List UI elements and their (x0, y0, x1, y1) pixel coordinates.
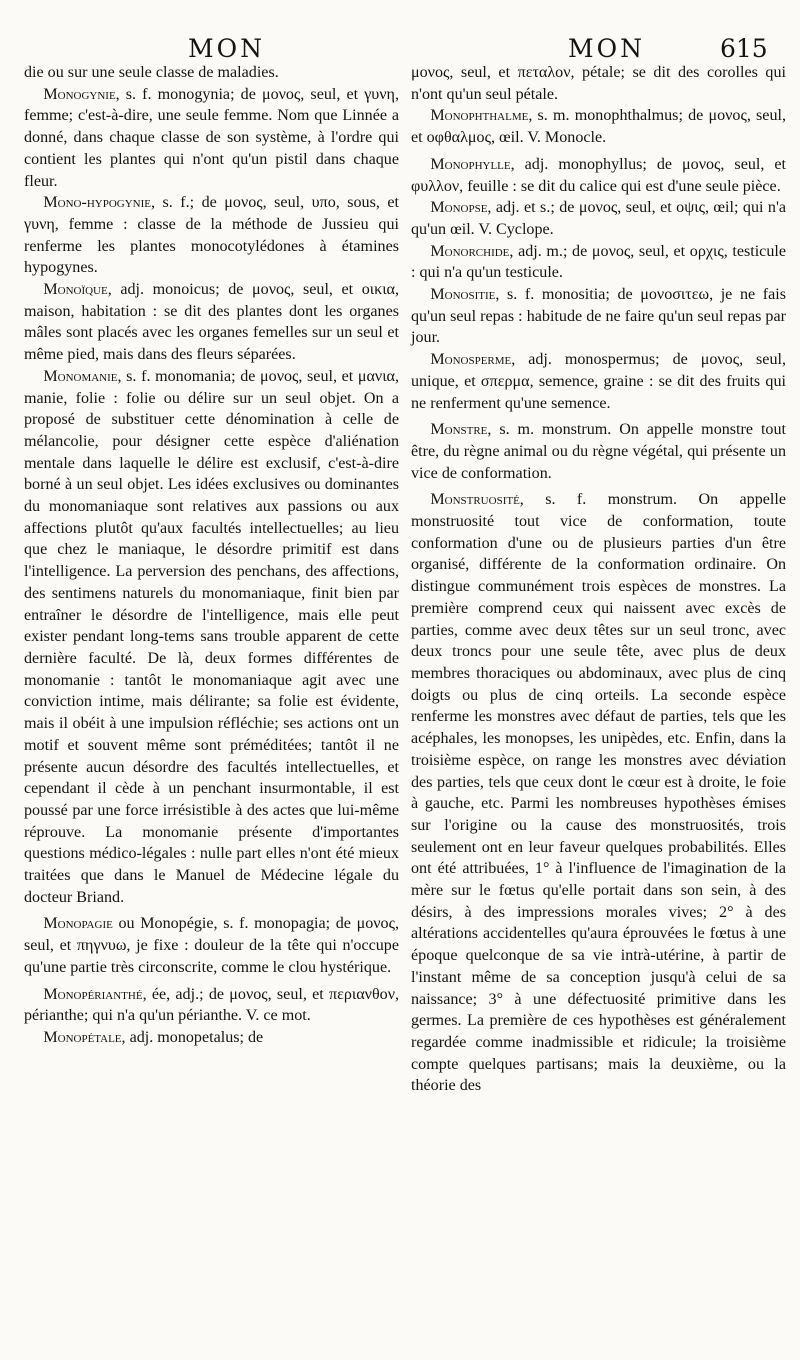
dictionary-entry (24, 192, 399, 279)
entry-headword: Monopétale (43, 1028, 122, 1046)
entry-definition: , adj. monoicus; de μονος, seul, et οικια, maison, habitation : se dit des plantes dont les organes mâles sont placés avec les organes femelles sur un seul et même pied, mais dans des fleurs séparées. (24, 281, 399, 364)
running-head-right: MON (568, 34, 645, 63)
dictionary-entry (411, 241, 786, 284)
entry-definition: , s. f. monositia; de μονοσιτεω, je ne fais qu'un seul repas : habitude de ne faire qu'un seul repas par jour. (411, 286, 786, 347)
entry-headword: Monosperme (430, 351, 512, 369)
entry-definition: , adj. monospermus; de μονος, seul, unique, et σπερμα, semence, graine : se dit des fruits qui ne renferment qu'une semence. (411, 351, 786, 412)
dictionary-entry (411, 105, 786, 148)
page-number: 615 (720, 34, 768, 63)
dictionary-entry (24, 84, 399, 193)
entry-definition: , s. f. monomania; de μονος, seul, et μανια, manie, folie : folie ou délire sur un seul objet. On a proposé de substituer cette dénomination à celle de mélancolie, pour désigner cette espèce d'aliénation mentale dans laquelle le délire est exclusif, c'est-à-dire borné à un seul objet. Les idées exclusives ou dominantes du monomaniaque sont relatives aux passions ou aux affections plutôt qu'aux facultés intellectuelles; au lieu que chez le maniaque, le désordre primitif est dans l'intelligence. La perversion des penchans, des affections, des sentimens naturels du monomaniaque, finit bien par entraîner le désordre de l'intelligence, mais elle peut exister pendant long-tems sans trouble apparent de cette dernière faculté. De là, deux formes différentes de monomanie : tantôt le monomaniaque agit avec une conviction intime, mais délirante; sa folie est évidente, mais il obéit à une impulsion réfléchie; ses actions ont un motif et souvent même sont préméditées; tantôt il ne présente aucun désordre des facultés intellectuelles, et cependant il cède à un penchant insurmontable, il est poussé par une force irrésistible à des actes que lui-même réprouve. La monomanie présente d'importantes questions médico-légales : nulle part elles n'ont été mieux traitées que dans le Manuel de Médecine légale du docteur Briand. (24, 367, 399, 906)
entry-definition: , s. f. monstrum. On appelle monstruosité tout vice de conformation, toute conformation d'une ou de plusieurs parties d'un être organisé, différente de la conformation ordinaire. On distingue communément trois espèces de monstres. La première comprend ceux qui naissent avec excès de parties, comme avec deux têtes sur un seul tronc, avec deux troncs pour une seule tête, avec plus de deux membres thoraciques ou abdominaux, avec plus de cinq doigts ou plus de cinq orteils. La seconde espèce renferme les monstres avec défaut de parties, tels que les acéphales, les monopses, les unipèdes, etc. Enfin, dans la troisième espèce, on range les monstres avec déviation des parties, tels que ceux dont le cœur est à droite, le foie à gauche, etc. Parmi les nombreuses hypothèses émises sur l'origine ou la cause des monstruosités, trois seulement ont en leur faveur quelques probabilités. Elles ont été attribuées, 1° à l'influence de l'imagination de la mère sur le fœtus qu'elle portait dans son sein, à des désirs, à des impressions morales vives; 2° à des altérations accidentelles qu'aura éprouvées le fœtus à une époque quelconque de sa vie intrà-utérine, à partir de l'instant même de sa conception jusqu'à celui de sa naissance; 3° à une défectuosité primitive dans les germes. La première de ces hypothèses est généralement regardée comme inadmissible et ridicule; la troisième compte quelques partisans; mais la deuxième, ou la théorie des (411, 491, 786, 1095)
dictionary-entry (24, 366, 399, 909)
entry-headword: Monoïque (43, 281, 108, 299)
entry-definition: , adj. m.; de μονος, seul, et ορχις, testicule : qui n'a qu'un testicule. (411, 242, 786, 282)
dictionary-entry (411, 419, 786, 484)
dictionary-entry (411, 154, 786, 197)
entry-definition: , adj. et s.; de μονος, seul, et οψις, œil; qui n'a qu'un œil. V. Cyclope. (411, 199, 786, 238)
entry-headword: Monophylle (430, 155, 511, 173)
entry-headword: Monorchide (430, 242, 510, 260)
entry-headword: Mono-hypogynie (43, 194, 151, 212)
entry-headword: Monophthalme (430, 107, 529, 125)
right-column (411, 62, 786, 1097)
dictionary-entry (24, 913, 399, 978)
dictionary-entry (411, 349, 786, 414)
dictionary-entry (24, 984, 399, 1027)
entry-headword: Monomanie (43, 367, 118, 385)
dictionary-entry (411, 489, 786, 1097)
entry-headword: Monstre (430, 421, 488, 439)
continuation-text: μονος, seul, et πεταλον, pétale; se dit des corolles qui n'ont qu'un seul pétale. (411, 64, 786, 103)
entry-definition: , s. m. monstrum. On appelle monstre tout être, du règne animal ou du règne végétal, qui présente un vice de conformation. (411, 421, 786, 482)
entry-headword: Monositie (430, 286, 496, 304)
entry-headword: Monstruosité (430, 491, 520, 509)
entry-headword: Monopse (430, 199, 488, 217)
entry-definition: , adj. monophyllus; de μονος, seul, et φυλλον, feuille : se dit du calice qui est d'une seule pièce. (411, 155, 786, 195)
entry-headword: Monopagie (43, 915, 113, 933)
entry-definition: , s. f.; de μονος, seul, υπο, sous, et γυνη, femme : classe de la méthode de Jussieu qui renferme les plantes monocotylédones à étamines hypogynes. (24, 194, 399, 277)
entry-definition: , s. f. monogynia; de μονος, seul, et γυνη, femme; c'est-à-dire, une seule femme. Nom que Linnée a donné, dans chaque classe de son système, à l'ordre qui contient les plantes qui n'ont qu'un pistil dans chaque fleur. (24, 85, 399, 190)
continuation-text: die ou sur une seule classe de maladies. (24, 64, 279, 81)
dictionary-entry (411, 197, 786, 240)
entry-definition: , ée, adj.; de μονος, seul, et περιανθον, périanthe; qui n'a qu'un périanthe. V. ce mot. (24, 985, 399, 1025)
entry-definition: ou Monopégie, s. f. monopagia; de μονος, seul, et πηγνυω, je fixe : douleur de la tête qui n'occupe qu'une partie très circonscrite, comme le clou hystérique. (24, 915, 399, 976)
entry-definition: , s. m. monophthalmus; de μονος, seul, et οφθαλμος, œil. V. Monocle. (411, 107, 786, 147)
dictionary-entry (24, 1027, 399, 1049)
running-head-left: MON (188, 34, 265, 63)
entry-headword: Monopérianthé (43, 985, 143, 1003)
dictionary-entry (411, 284, 786, 349)
entry-definition: , adj. monopetalus; de (121, 1028, 264, 1046)
left-column (24, 62, 399, 1049)
entry-headword: Monogynie (43, 85, 116, 103)
dictionary-entry (24, 279, 399, 366)
